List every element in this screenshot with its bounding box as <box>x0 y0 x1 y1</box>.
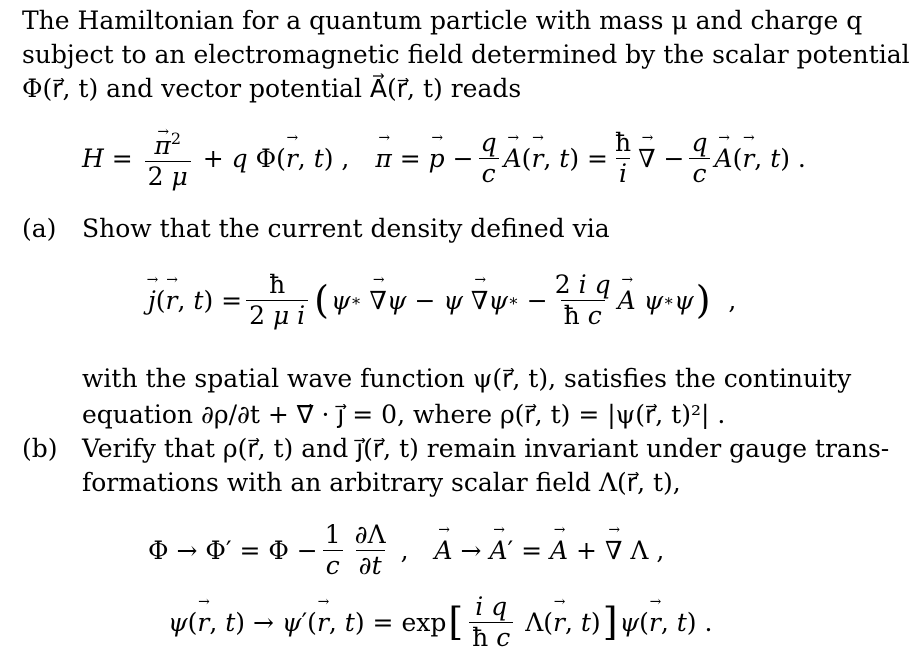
part-b-label: (b) <box>22 434 58 463</box>
gauge-potential-equation: Φ → Φ′ = Φ − $\frac{1}{c}$ $\frac{\partial\Lambda}{\partial t}$ , → A → → A ′ = → A + → ∇ Λ , <box>148 512 664 588</box>
part-a-line-3: equation ∂ρ/∂t + ∇⃗ · j⃗ = 0, where ρ(r⃗, t) = |ψ(r⃗, t)²| . <box>82 400 726 429</box>
part-a-line-1: Show that the current density defined via <box>82 214 610 243</box>
part-b-line-2: formations with an arbitrary scalar field Λ(r⃗, t), <box>82 468 681 497</box>
part-a-label: (a) <box>22 214 57 243</box>
intro-line-1: The Hamiltonian for a quantum particle with mass μ and charge q <box>22 6 863 35</box>
current-density-equation: → j ( → r , t ) = $\frac{ħ}{\text{2 μ i}}$ ( ψ ∗ → ∇ ψ − ψ → ∇ ψ ∗ − $\frac{\text{2 i q}}{\text{ħ c}}$ → A ψ ∗ ψ ) , <box>148 258 736 342</box>
part-a-line-2: with the spatial wave function ψ(r⃗, t), satisfies the continuity <box>82 364 852 393</box>
part-b-line-1: Verify that ρ(r⃗, t) and j⃗(r⃗, t) remain invariant under gauge trans- <box>82 434 890 463</box>
intro-line-3: Φ(r⃗, t) and vector potential A⃗(r⃗, t) reads <box>22 74 522 103</box>
gauge-wavefunction-equation: ψ ( → r , t ) → ψ ′( → r , t ) = exp [ $\frac{\text{i q}}{\text{ħ c}}$ Λ( → r , t ) ] ψ ( → r , t ) . <box>168 584 712 660</box>
intro-line-2: subject to an electromagnetic field determined by the scalar potential <box>22 40 910 69</box>
hamiltonian-equation: H = → $\frac{\pi^2}{2 \mu}$ + q Φ( → r , t ) , → π = → p − $\frac{q}{c}$ → A ( → r , t ) = $\frac{ħ}{i}$ → ∇ − $\frac{q}{c}$ → A ( → r , t ) . <box>82 118 806 198</box>
